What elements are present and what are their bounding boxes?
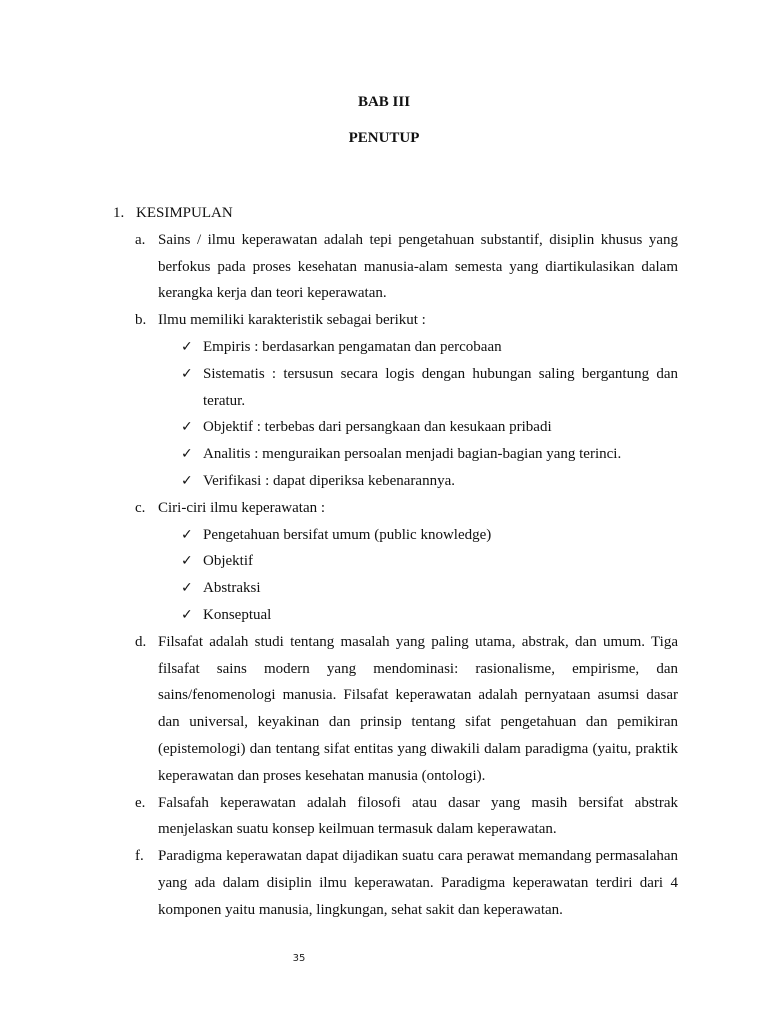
document-body (113, 200, 678, 924)
item-text: Ilmu memiliki karakteristik sebagai berikut : (158, 312, 426, 329)
chapter-heading: BAB III (357, 94, 411, 110)
checkmark-icon: ✓ (181, 580, 193, 597)
checklist-item (113, 441, 678, 468)
list-item-d (113, 629, 678, 790)
checklist-item (113, 575, 678, 602)
checkmark-icon: ✓ (181, 419, 193, 436)
checklist-text: Objektif : terbebas dari persangkaan dan kesukaan pribadi (203, 419, 552, 436)
checklist-item (113, 522, 678, 549)
list-item-e (113, 790, 678, 844)
page-number: 35 (292, 953, 306, 964)
checklist-text: Konseptual (203, 606, 272, 623)
checkmark-icon: ✓ (181, 338, 193, 355)
item-text: Falsafah keperawatan adalah filosofi atau dasar yang masih bersifat abstrak menjelaskan suatu konsep keilmuan termasuk dalam keperawatan. (158, 794, 678, 838)
checkmark-icon: ✓ (181, 606, 193, 623)
chapter-title: PENUTUP (348, 130, 420, 146)
checklist-text: Analitis : menguraikan persoalan menjadi bagian-bagian yang terinci. (203, 446, 622, 463)
item-label: e. (135, 794, 146, 811)
checklist-text: Objektif (203, 553, 253, 570)
section-number: 1. (113, 205, 125, 221)
checklist-text: Sistematis : tersusun secara logis dengan hubungan saling bergantung dan teratur. (203, 365, 678, 409)
section-title: KESIMPULAN (136, 205, 233, 221)
checkmark-icon: ✓ (181, 446, 193, 463)
checklist-item (113, 602, 678, 629)
checklist-item (113, 361, 678, 415)
checklist-c (113, 522, 678, 629)
list-item-c (113, 495, 678, 522)
item-text: Sains / ilmu keperawatan adalah tepi pengetahuan substantif, disiplin khusus yang berfokus pada proses kesehatan manusia-alam semesta yang diartikulasikan dalam kerangka kerja dan teori keperawatan. (158, 231, 678, 302)
checklist-text: Abstraksi (203, 580, 261, 597)
checkmark-icon: ✓ (181, 553, 193, 570)
list-item-a (113, 227, 678, 307)
checklist-text: Empiris : berdasarkan pengamatan dan percobaan (203, 338, 502, 355)
checklist-item (113, 548, 678, 575)
item-label: c. (135, 499, 146, 516)
checklist-item (113, 414, 678, 441)
item-label: b. (135, 312, 147, 329)
section-heading (113, 200, 678, 227)
checklist-b (113, 334, 678, 495)
checkmark-icon: ✓ (181, 365, 193, 382)
item-text: Paradigma keperawatan dapat dijadikan suatu cara perawat memandang permasalahan yang ada dalam disiplin ilmu keperawatan. Paradigma keperawatan terdiri dari 4 komponen yaitu manusia, lingkungan, sehat sakit dan keperawatan. (158, 848, 678, 918)
list-item-b (113, 307, 678, 334)
item-text: Ciri-ciri ilmu keperawatan : (158, 499, 326, 516)
checklist-item (113, 334, 678, 361)
checklist-text: Pengetahuan bersifat umum (public knowledge) (203, 526, 492, 543)
item-text: Filsafat adalah studi tentang masalah yang paling utama, abstrak, dan umum. Tiga filsafat sains modern yang mendominasi: rasionalisme, empirisme, dan sains/fenomenologi manusia. Filsafat keperawatan adalah pernyataan asumsi dasar dan universal, keyakinan dan prinsip tentang sifat pengetahuan dan pemikiran (epistemologi) dan tentang sifat entitas yang diwakili dalam paradigma (yaitu, praktik keperawatan dan proses kesehatan manusia (ontologi). (158, 633, 678, 784)
checkmark-icon: ✓ (181, 472, 193, 489)
checklist-text: Verifikasi : dapat diperiksa kebenarannya. (203, 472, 455, 489)
checklist-item (113, 468, 678, 495)
item-label: a. (135, 231, 146, 248)
item-label: f. (135, 848, 144, 865)
checkmark-icon: ✓ (181, 526, 193, 543)
item-label: d. (135, 633, 147, 650)
list-item-f (113, 843, 678, 923)
